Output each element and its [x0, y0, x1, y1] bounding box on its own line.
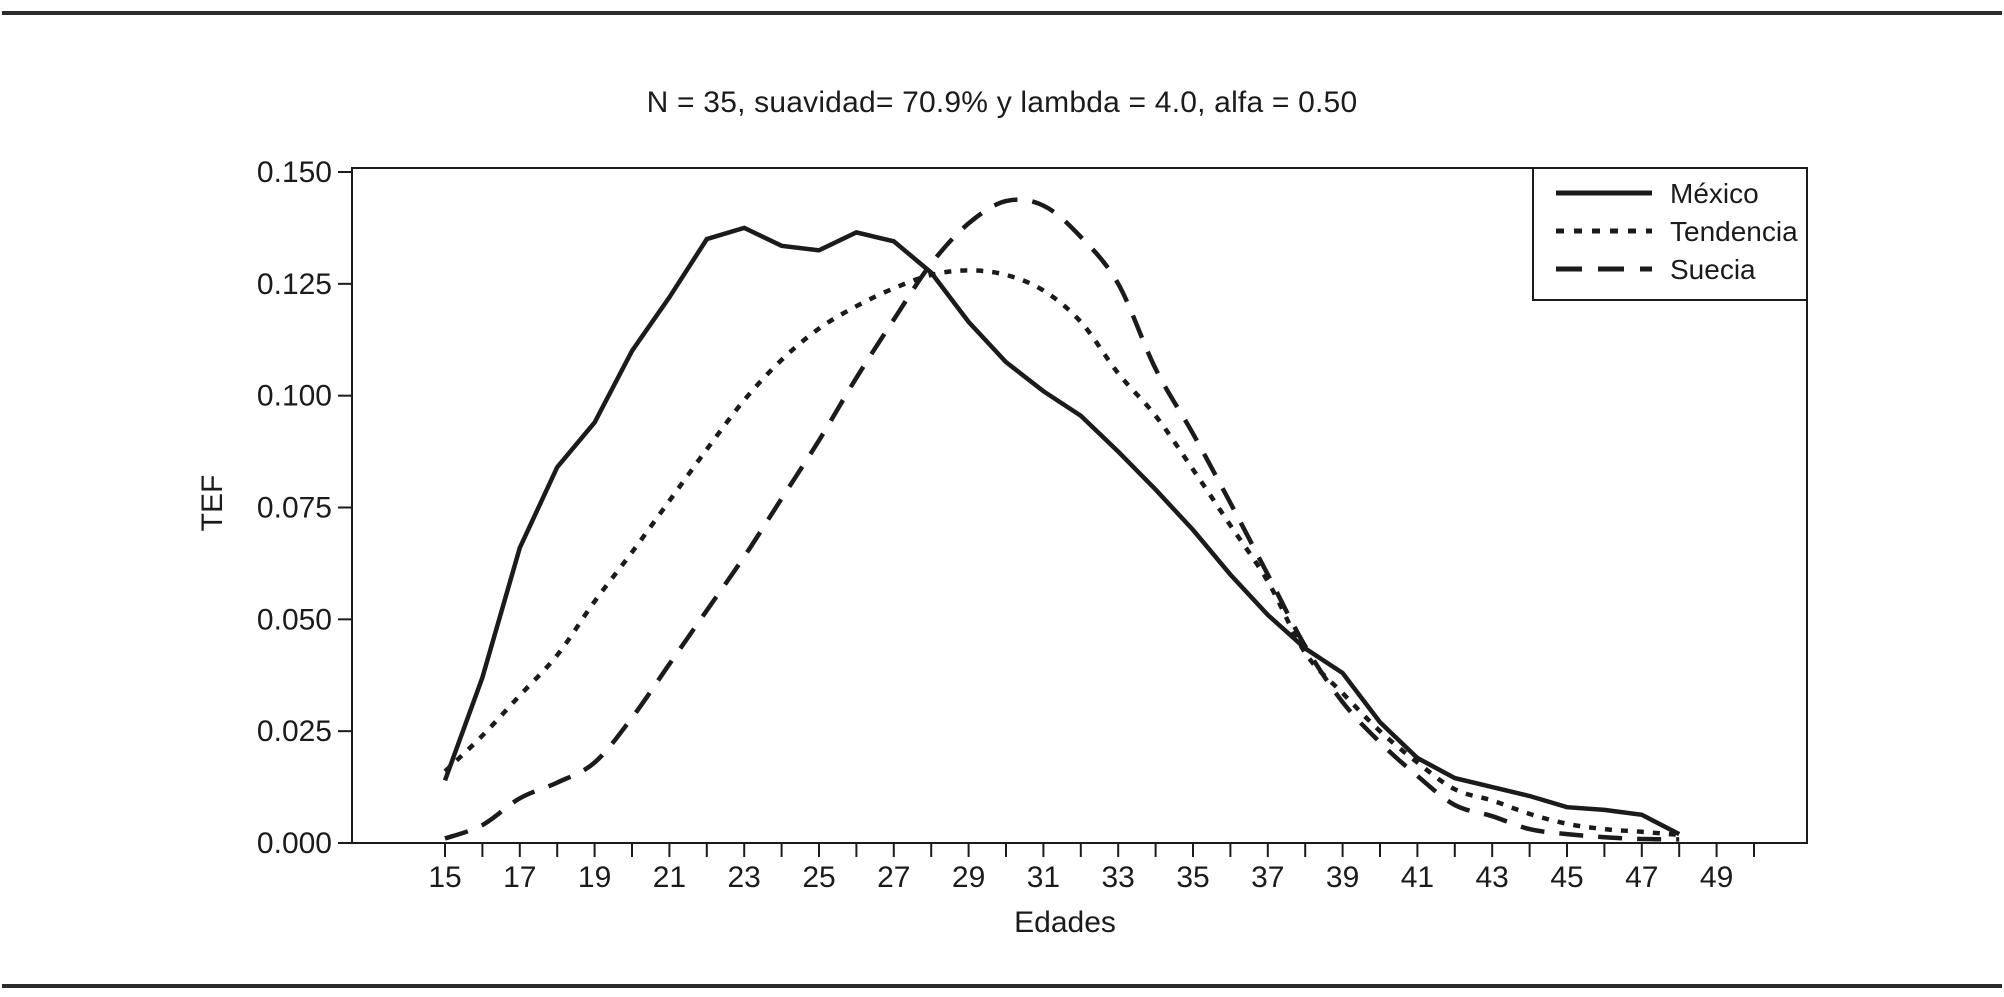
- suecia-line: [445, 200, 1679, 840]
- x-tick-label: 47: [1625, 861, 1659, 894]
- x-tick-label: 17: [503, 861, 537, 894]
- x-tick-label: 23: [727, 861, 761, 894]
- legend: [1533, 168, 1807, 300]
- y-tick-label: 0.025: [256, 715, 332, 749]
- mxico-line: [445, 228, 1679, 834]
- y-tick-label: 0.150: [256, 156, 332, 189]
- x-tick-label: 35: [1176, 861, 1210, 894]
- x-tick-label: 27: [877, 861, 911, 894]
- chart-title: N = 35, suavidad= 70.9% y lambda = 4.0, alfa = 0.50: [646, 86, 1358, 119]
- legend-label: Tendencia: [1670, 216, 1798, 247]
- y-tick-label: 0.100: [256, 379, 332, 413]
- x-axis: [428, 843, 1754, 894]
- y-axis: [257, 156, 352, 860]
- y-tick-label: 0.125: [256, 267, 332, 301]
- y-tick-label: 0.075: [256, 491, 332, 525]
- x-tick-label: 43: [1475, 861, 1509, 894]
- x-tick-label: 37: [1251, 861, 1285, 894]
- x-tick-label: 33: [1101, 861, 1135, 894]
- x-tick-label: 39: [1325, 861, 1360, 894]
- y-axis-title: TEF: [196, 474, 229, 532]
- x-tick-label: 41: [1400, 861, 1435, 894]
- x-axis-title: Edades: [1014, 906, 1116, 939]
- x-tick-label: 21: [652, 861, 687, 894]
- x-tick-label: 29: [951, 861, 986, 894]
- top-border-line: [2, 11, 2002, 15]
- x-tick-label: 19: [577, 861, 612, 894]
- x-tick-label: 15: [428, 861, 462, 894]
- y-tick-label: 0.050: [256, 603, 332, 637]
- legend-label: Suecia: [1670, 254, 1756, 285]
- y-tick-label: 0.000: [256, 827, 332, 860]
- legend-label: México: [1670, 178, 1759, 209]
- plot-border: [352, 168, 1807, 843]
- x-tick-label: 25: [802, 861, 836, 894]
- x-tick-label: 45: [1550, 861, 1584, 894]
- bottom-border-line: [2, 984, 2002, 988]
- x-tick-label: 49: [1699, 861, 1734, 894]
- x-tick-label: 31: [1026, 861, 1061, 894]
